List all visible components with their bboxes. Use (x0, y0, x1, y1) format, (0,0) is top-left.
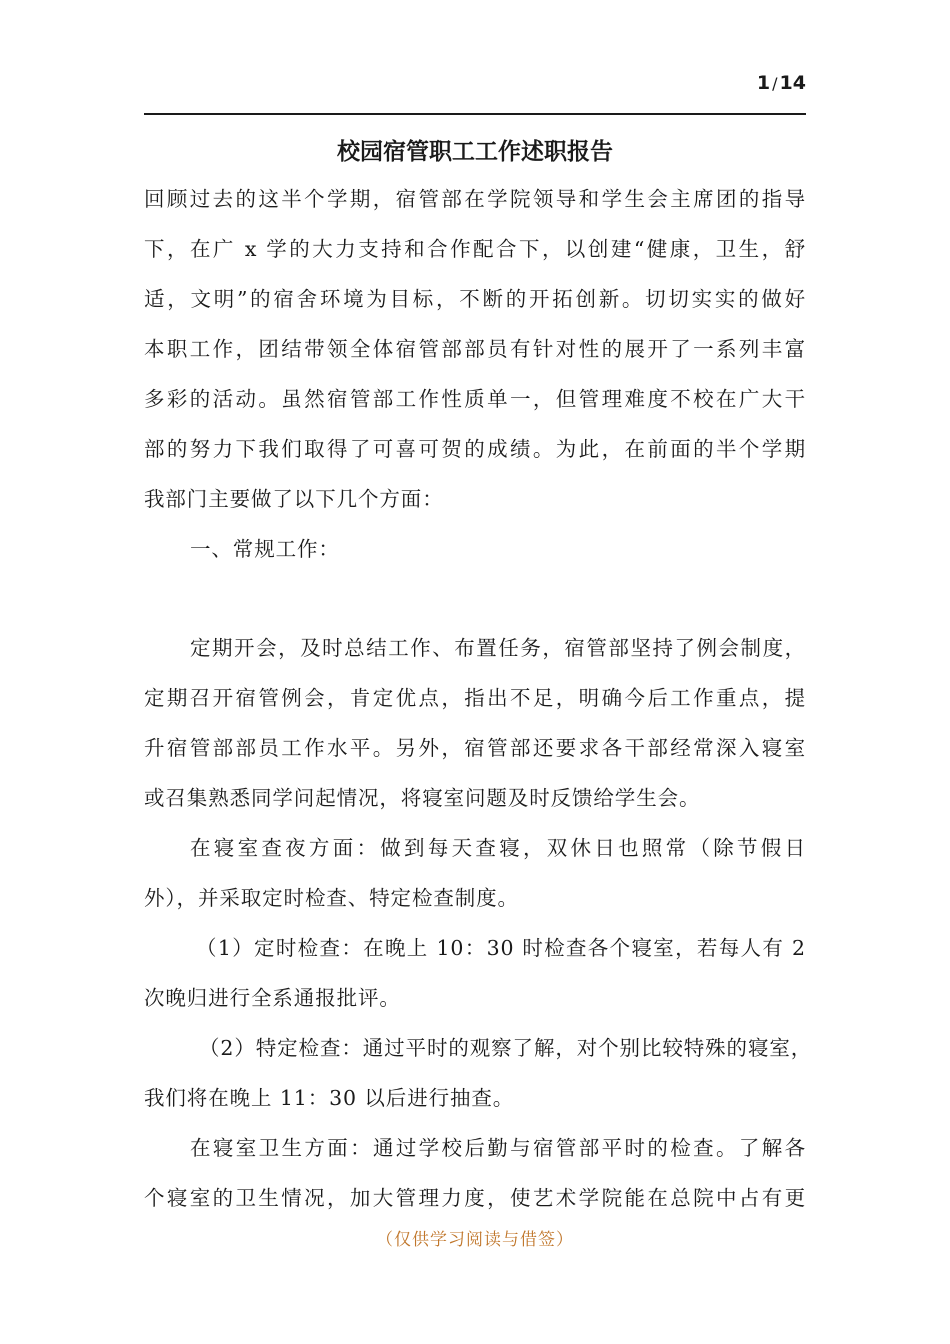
paragraph-line: 部的努力下我们取得了可喜可贺的成绩。为此，在前面的半个学期 (144, 437, 806, 461)
paragraph-line: 在寝室查夜方面：做到每天查寝，双休日也照常（除节假日 (190, 836, 806, 860)
paragraph-line: 个寝室的卫生情况，加大管理力度，使艺术学院能在总院中占有更 (144, 1186, 806, 1210)
document-title: 校园宿管职工工作述职报告 (337, 139, 613, 165)
paragraph-line: 回顾过去的这半个学期，宿管部在学院领导和学生会主席团的指导 (144, 187, 806, 211)
paragraph-line: 多彩的活动。虽然宿管部工作性质单一，但管理难度不校在广大干 (144, 387, 806, 411)
header-rule (144, 113, 806, 115)
paragraph-line: 本职工作，团结带领全体宿管部部员有针对性的展开了一系列丰富 (144, 337, 806, 361)
list-item-line: （2）特定检查：通过平时的观察了解，对个别比较特殊的寝室， (199, 1036, 813, 1060)
footer-note: （仅供学习阅读与借签） (376, 1230, 574, 1250)
list-item-line: 次晚归进行全系通报批评。 (144, 986, 401, 1010)
document-body-main (144, 623, 813, 1223)
paragraph-line: 定期开会，及时总结工作、布置任务，宿管部坚持了例会制度， (190, 636, 806, 660)
paragraph-line: 下，在广 x 学的大力支持和合作配合下，以创建“健康，卫生，舒 (144, 237, 806, 261)
paragraph-line: 或召集熟悉同学问起情况，将寝室问题及时反馈给学生会。 (144, 786, 701, 810)
document-body-top (144, 174, 806, 574)
paragraph-line: 适，文明”的宿舍环境为目标，不断的开拓创新。切切实实的做好 (144, 287, 806, 311)
paragraph-line: 在寝室卫生方面：通过学校后勤与宿管部平时的检查。了解各 (190, 1136, 806, 1160)
section-heading: 一、常规工作： (190, 537, 340, 561)
page-separator: / (772, 74, 778, 93)
paragraph-line: 我部门主要做了以下几个方面： (144, 487, 444, 511)
list-item-line: （1）定时检查：在晚上 10：30 时检查各个寝室，若每人有 2 (196, 936, 806, 960)
paragraph-line: 升宿管部部员工作水平。另外，宿管部还要求各干部经常深入寝室 (144, 736, 806, 760)
page-total: 14 (779, 72, 806, 94)
paragraph-line: 定期召开宿管例会，肯定优点，指出不足，明确今后工作重点，提 (144, 686, 806, 710)
list-item-line: 我们将在晚上 11：30 以后进行抽查。 (144, 1086, 515, 1110)
page-number (757, 72, 806, 94)
page-current: 1 (756, 72, 771, 94)
paragraph-line: 外），并采取定时检查、特定检查制度。 (144, 886, 519, 910)
